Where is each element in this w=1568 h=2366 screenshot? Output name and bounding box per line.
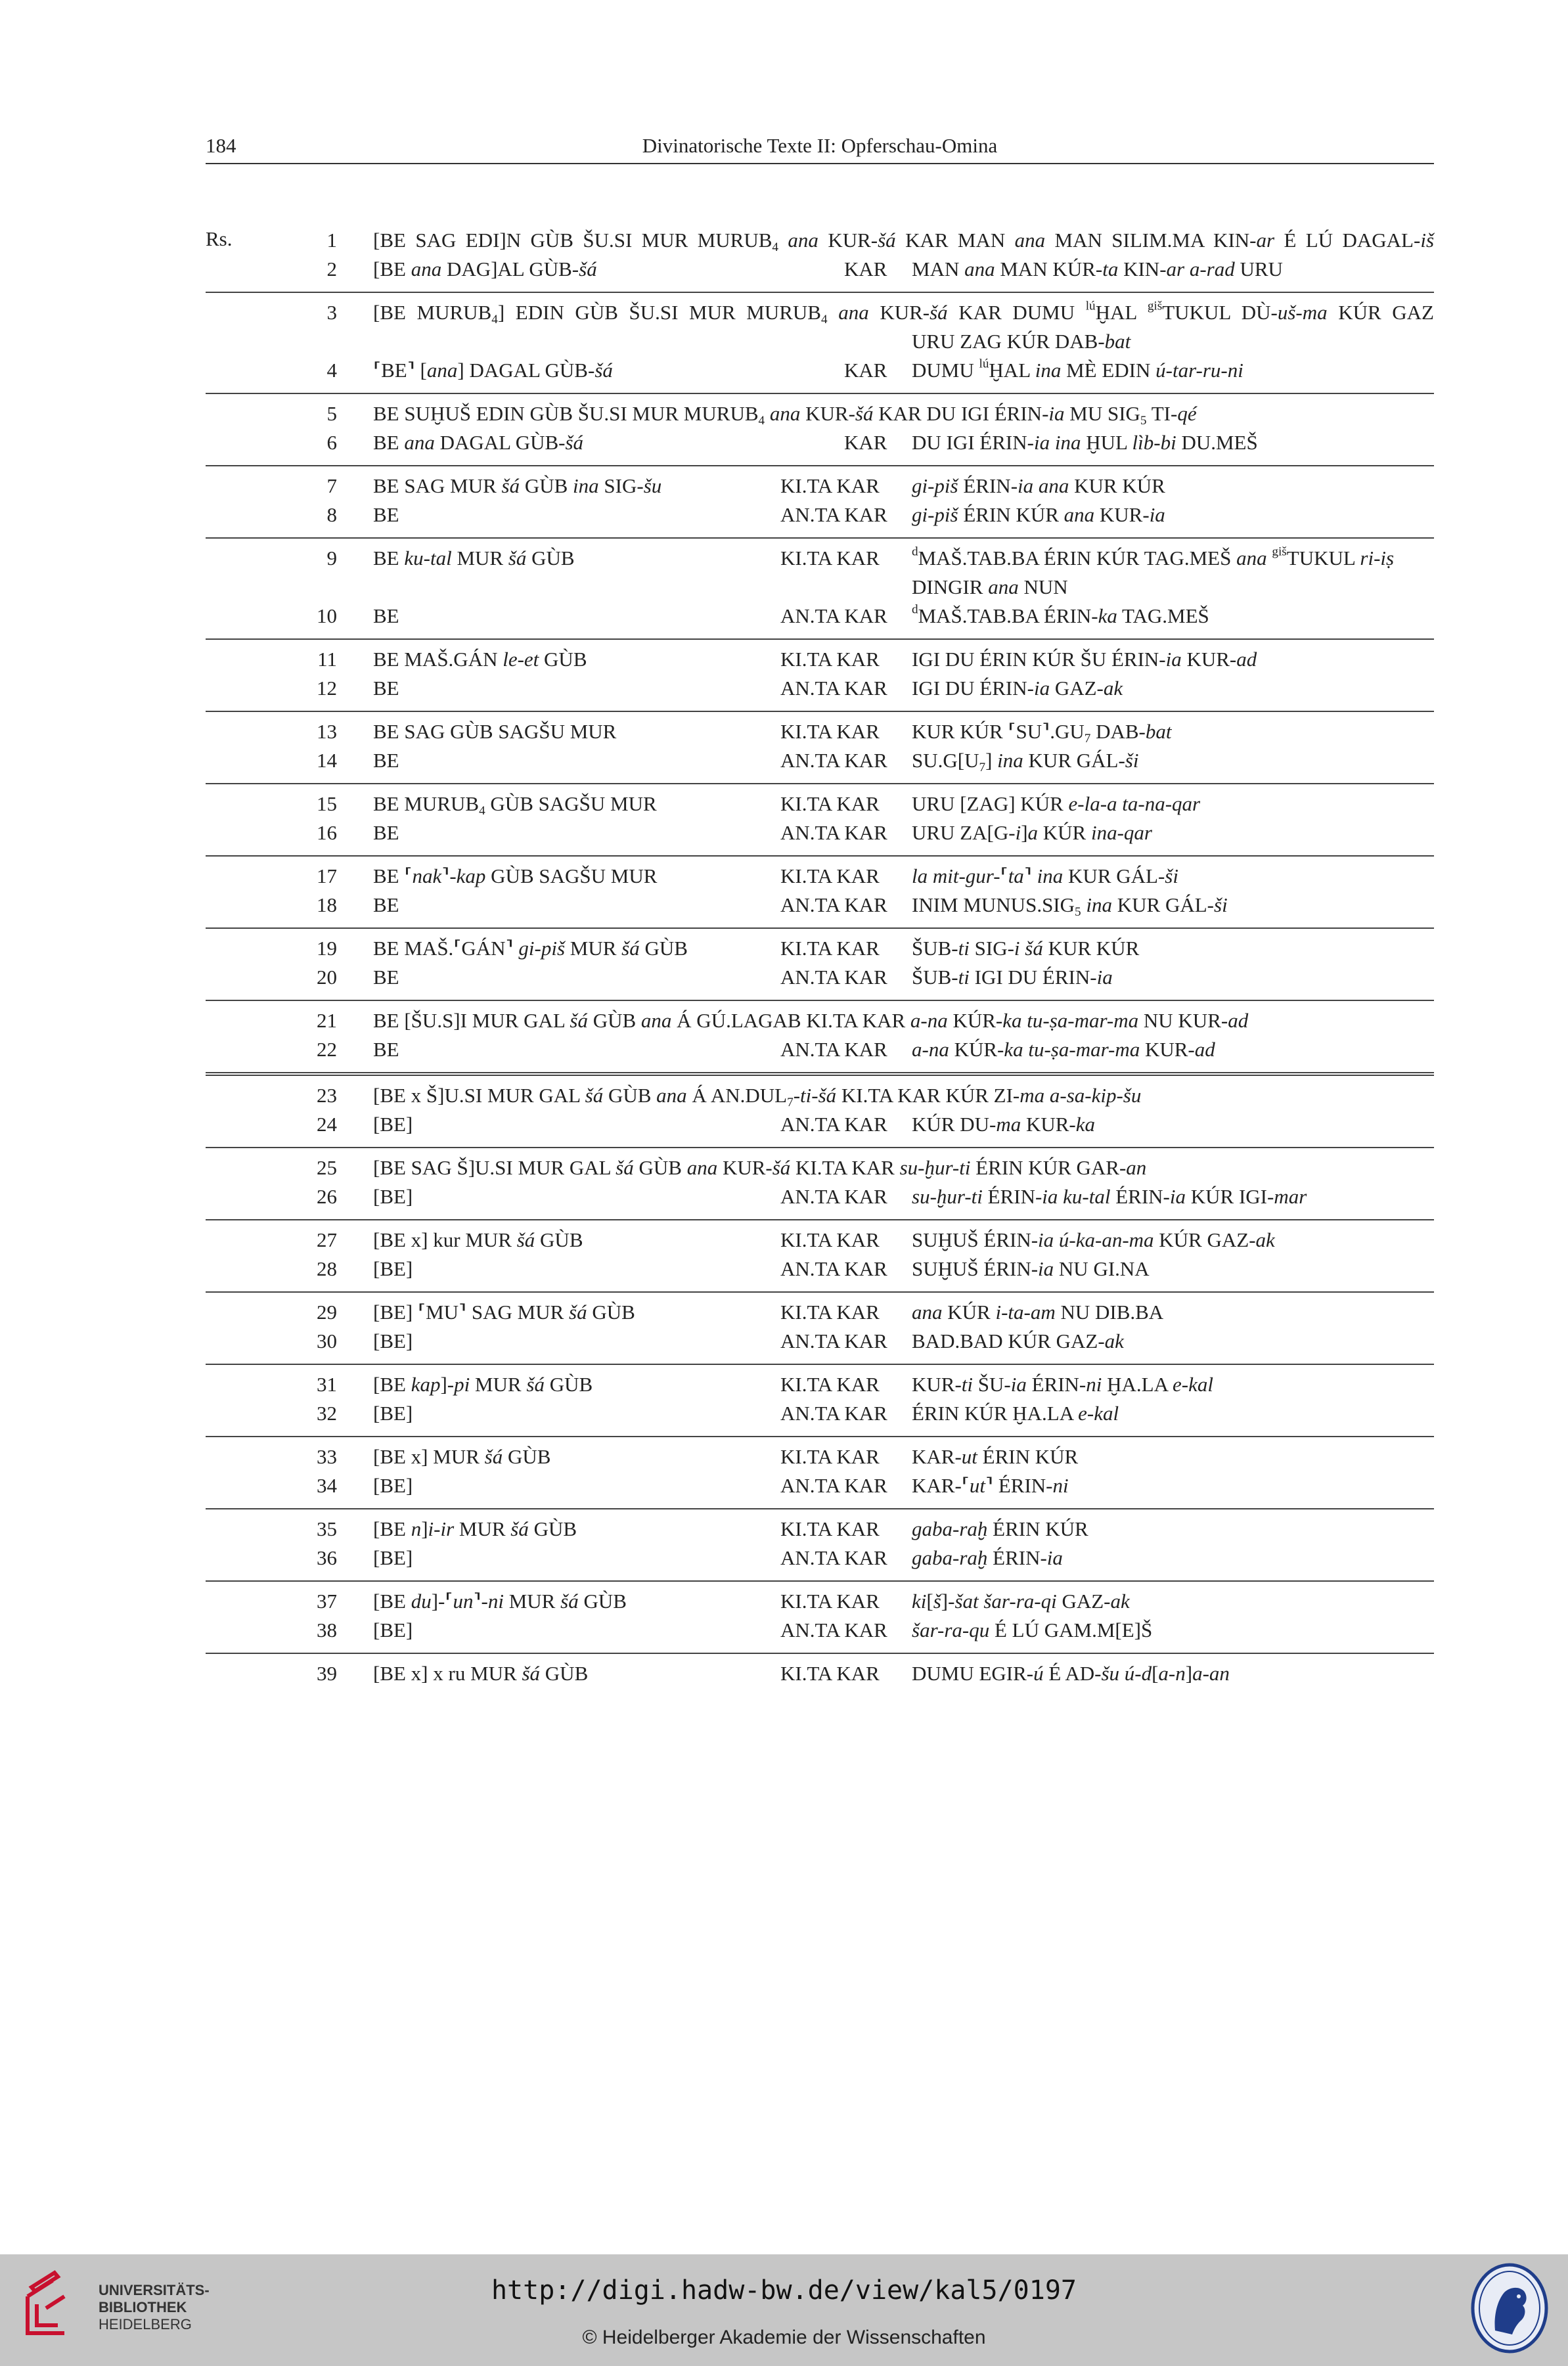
library-name-line: UNIVERSITÄTS- — [99, 2282, 210, 2298]
condition: KI.TA KAR — [780, 1373, 880, 1396]
protasis: BE ⸢nak⸣-kap GÙB SAGŠU MUR — [373, 864, 658, 887]
protasis: [BE] ⸢MU⸣ SAG MUR šá GÙB — [373, 1301, 635, 1324]
line-number: 30 — [317, 1329, 337, 1352]
omen-section — [206, 1001, 1434, 1076]
apodosis: DUMU EGIR-ú É AD-šu ú-d[a-n]a-an — [912, 1662, 1230, 1685]
line-text: [BE x Š]U.SI MUR GAL šá GÙB ana Á $AN.DUL_7-ti-šá$ KI.TA KAR KÚR ZI-ma a-sa-kip-šu — [373, 1084, 1142, 1109]
protasis: [BE n]i-ir MUR šá GÙB — [373, 1517, 577, 1540]
protasis: [BE kap]-pi MUR šá GÙB — [373, 1373, 593, 1396]
protasis: BE ana DAGAL GÙB-šá — [373, 431, 584, 454]
condition: KI.TA KAR — [780, 547, 880, 569]
line-number: 10 — [317, 604, 337, 627]
omen-section — [206, 1148, 1434, 1220]
protasis: BE — [373, 604, 399, 627]
text-line — [206, 934, 1434, 963]
condition: AN.TA KAR — [780, 1474, 887, 1497]
apodosis: IGI DU ÉRIN KÚR ŠU ÉRIN-ia KUR-ad — [912, 648, 1257, 671]
line-number: 25 — [317, 1156, 337, 1179]
protasis: BE — [373, 677, 399, 700]
line-number: 6 — [326, 431, 337, 454]
protasis: [BE] — [373, 1474, 413, 1497]
library-name-line: BIBLIOTHEK — [99, 2299, 187, 2315]
condition: KI.TA KAR — [780, 1445, 880, 1468]
omen-section — [206, 1076, 1434, 1148]
text-line — [206, 501, 1434, 529]
protasis: [BE] — [373, 1257, 413, 1280]
omen-section — [206, 1509, 1434, 1582]
omen-section — [206, 1365, 1434, 1437]
text-line — [206, 544, 1434, 573]
omen-section — [206, 1220, 1434, 1293]
line-number: 3 — [326, 301, 337, 324]
apodosis: gi-piš ÉRIN-ia ana KUR KÚR — [912, 474, 1165, 497]
condition: KAR — [844, 257, 887, 280]
line-number: 11 — [317, 648, 337, 671]
omen-section — [206, 640, 1434, 712]
line-number: 32 — [317, 1402, 337, 1425]
apodosis: KAR-⸢ut⸣ ÉRIN-ni — [912, 1474, 1069, 1497]
condition: KI.TA KAR — [780, 648, 880, 671]
footer-bar — [0, 2254, 1568, 2366]
protasis: [BE x] MUR šá GÙB — [373, 1445, 551, 1468]
omen-section — [206, 1437, 1434, 1509]
page-number: 184 — [206, 134, 236, 157]
apodosis: ki[š]-šat šar-ra-qi GAZ-ak — [912, 1590, 1130, 1613]
apodosis: DINGIR ana NUN — [912, 575, 1068, 598]
omen-section — [206, 1654, 1434, 1696]
condition: KI.TA KAR — [780, 1301, 880, 1324]
condition: KI.TA KAR — [780, 864, 880, 887]
protasis: [BE x] kur MUR šá GÙB — [373, 1228, 583, 1251]
line-number: 19 — [317, 937, 337, 960]
line-number: 12 — [317, 677, 337, 700]
line-number: 8 — [326, 503, 337, 526]
text-line — [206, 226, 1434, 255]
omen-section — [206, 466, 1434, 539]
protasis: BE MAŠ.GÁN le-et GÙB — [373, 648, 587, 671]
line-number: 14 — [317, 749, 337, 772]
omen-section — [206, 394, 1434, 466]
text-line — [206, 790, 1434, 818]
text-line — [206, 1110, 1434, 1139]
omen-section — [206, 293, 1434, 394]
text-line — [206, 1616, 1434, 1645]
line-number: 29 — [317, 1301, 337, 1324]
protasis: BE — [373, 893, 399, 916]
line-number: 39 — [317, 1662, 337, 1685]
apodosis: su-ḫur-ti ÉRIN-ia ku-tal ÉRIN-ia KÚR IGI-mar — [912, 1185, 1307, 1208]
omen-section — [206, 221, 1434, 293]
line-number: 13 — [317, 720, 337, 743]
condition: AN.TA KAR — [780, 503, 887, 526]
apodosis: URU [ZAG] KÚR e-la-a ta-na-qar — [912, 792, 1201, 815]
protasis: BE SAG MUR šá GÙB ina SIG-šu — [373, 474, 662, 497]
condition: AN.TA KAR — [780, 604, 887, 627]
apodosis: SUḪUŠ ÉRIN-ia ú-ka-an-ma KÚR GAZ-ak — [912, 1228, 1275, 1251]
apodosis: a-na KÚR-ka tu-ṣa-mar-ma KUR-ad — [912, 1038, 1215, 1061]
line-number: 20 — [317, 966, 337, 989]
condition: AN.TA KAR — [780, 966, 887, 989]
line-number: 28 — [317, 1257, 337, 1280]
omen-section — [206, 539, 1434, 640]
apodosis: SUḪUŠ ÉRIN-ia NU GI.NA — [912, 1257, 1150, 1280]
text-line — [206, 298, 1434, 327]
running-title: Divinatorische Texte II: Opferschau-Omina — [642, 134, 998, 157]
text-line — [206, 645, 1434, 674]
condition: AN.TA KAR — [780, 1185, 887, 1208]
text-line — [206, 717, 1434, 746]
apodosis: gaba-raḫ ÉRIN KÚR — [912, 1517, 1088, 1540]
line-number: 18 — [317, 893, 337, 916]
line-number: 2 — [326, 257, 337, 280]
apodosis: $^d$MAŠ.TAB.BA ÉRIN KÚR TAG.MEŠ ana $^{giš}$TUKUL ri-iṣ — [912, 545, 1395, 569]
condition: AN.TA KAR — [780, 1329, 887, 1352]
text-line — [206, 399, 1434, 428]
line-text: BE [ŠU.S]I MUR GAL šá GÙB ana Á GÚ.LAGAB KI.TA KAR a-na KÚR-ka tu-ṣa-mar-ma NU KUR-ad — [373, 1009, 1249, 1032]
condition: KAR — [844, 359, 887, 382]
text-line-continuation — [206, 573, 1434, 602]
apodosis: KUR KÚR $⸢SU⸣.GU_7$ DAB-bat — [912, 720, 1172, 746]
line-number: 23 — [317, 1084, 337, 1107]
academy-seal-icon — [1470, 2262, 1549, 2354]
protasis: BE — [373, 749, 399, 772]
omen-section — [206, 857, 1434, 929]
condition: KAR — [844, 431, 887, 454]
text-line — [206, 1515, 1434, 1544]
line-text: [BE $MURUB_4$] EDIN GÙB ŠU.SI MUR $MURUB_4$ ana KUR-šá KAR DUMU $^{lú}$ḪAL $^{giš}$TUKUL DÙ-uš-ma KÚR GAZ — [373, 299, 1434, 326]
text-line — [206, 1298, 1434, 1327]
line-number: 24 — [317, 1113, 337, 1136]
text-line — [206, 1153, 1434, 1182]
text-line — [206, 428, 1434, 457]
text-line — [206, 255, 1434, 284]
apodosis: MAN ana MAN KÚR-ta KIN-ar a-rad URU — [912, 257, 1283, 280]
apodosis: šar-ra-qu É LÚ GAM.M[E]Š — [912, 1618, 1153, 1641]
text-line — [206, 862, 1434, 891]
condition: KI.TA KAR — [780, 474, 880, 497]
line-number: 37 — [317, 1590, 337, 1613]
text-line — [206, 818, 1434, 847]
line-number: 26 — [317, 1185, 337, 1208]
apodosis: KÚR DU-ma KUR-ka — [912, 1113, 1095, 1136]
text-line — [206, 746, 1434, 775]
apodosis: la mit-gur-⸢ta⸣ ina KUR GÁL-ši — [912, 864, 1178, 887]
apodosis: gaba-raḫ ÉRIN-ia — [912, 1546, 1063, 1569]
line-number: 5 — [326, 402, 337, 425]
protasis: [BE ana DAG]AL GÙB-šá — [373, 257, 597, 280]
protasis: BE $MURUB_4$ GÙB SAGŠU MUR — [373, 792, 657, 818]
protasis: [BE] — [373, 1113, 413, 1136]
permalink-url[interactable]: http://digi.hadw-bw.de/view/kal5/0197 — [491, 2275, 1077, 2306]
condition: AN.TA KAR — [780, 821, 887, 844]
line-number: 7 — [326, 474, 337, 497]
text-line — [206, 1006, 1434, 1035]
apodosis: URU ZA[G-i]a KÚR ina-qar — [912, 821, 1152, 844]
text-line — [206, 1471, 1434, 1500]
line-number: 4 — [326, 359, 337, 382]
protasis: [BE] — [373, 1402, 413, 1425]
text-line — [206, 1035, 1434, 1064]
condition: KI.TA KAR — [780, 1228, 880, 1251]
condition: KI.TA KAR — [780, 1590, 880, 1613]
text-line — [206, 1587, 1434, 1616]
text-line — [206, 1081, 1434, 1110]
text-line — [206, 674, 1434, 703]
protasis: BE — [373, 821, 399, 844]
apodosis: IGI DU ÉRIN-ia GAZ-ak — [912, 677, 1123, 700]
condition: KI.TA KAR — [780, 1517, 880, 1540]
line-text: [BE SAG EDI]N GÙB ŠU.SI MUR $MURUB_4$ ana KUR-šá KAR MAN ana MAN SILIM.MA KIN-ar É LÚ DAGAL-iš — [373, 229, 1435, 254]
condition: AN.TA KAR — [780, 1257, 887, 1280]
protasis: [BE x] x ru MUR šá GÙB — [373, 1662, 589, 1685]
protasis: BE ku-tal MUR šá GÙB — [373, 547, 575, 569]
line-number: 22 — [317, 1038, 337, 1061]
line-text: [BE SAG Š]U.SI MUR GAL šá GÙB ana KUR-šá KI.TA KAR su-ḫur-ti ÉRIN KÚR GAR-an — [373, 1156, 1147, 1179]
condition: AN.TA KAR — [780, 677, 887, 700]
condition: KI.TA KAR — [780, 937, 880, 960]
text-line — [206, 963, 1434, 992]
line-number: 31 — [317, 1373, 337, 1396]
text-line — [206, 472, 1434, 501]
line-number: 34 — [317, 1474, 337, 1497]
copyright-notice: © Heidelberger Akademie der Wissenschaften — [582, 2327, 986, 2348]
omen-section — [206, 929, 1434, 1001]
apodosis: INIM $MUNUS.SIG_5$ ina KUR GÁL-ši — [912, 893, 1228, 919]
apodosis: ÉRIN KÚR ḪA.LA e-kal — [912, 1402, 1119, 1425]
protasis: BE MAŠ.⸢GÁN⸣ gi-piš MUR šá GÙB — [373, 937, 688, 960]
text-line — [206, 1370, 1434, 1399]
apodosis: URU ZAG KÚR DAB-bat — [912, 330, 1131, 353]
apodosis: gi-piš ÉRIN KÚR ana KUR-ia — [912, 503, 1165, 526]
protasis: BE SAG GÙB SAGŠU MUR — [373, 720, 617, 743]
line-number: 17 — [317, 864, 337, 887]
line-number: 33 — [317, 1445, 337, 1468]
apodosis: KAR-ut ÉRIN KÚR — [912, 1445, 1079, 1468]
line-number: 27 — [317, 1228, 337, 1251]
library-name-line: HEIDELBERG — [99, 2316, 192, 2333]
condition: KI.TA KAR — [780, 1662, 880, 1685]
omen-section — [206, 1582, 1434, 1654]
text-line — [206, 1226, 1434, 1255]
apodosis: BAD.BAD KÚR GAZ-ak — [912, 1329, 1124, 1352]
protasis: [BE du]-⸢un⸣-ni MUR šá GÙB — [373, 1590, 627, 1613]
apodosis: ana KÚR i-ta-am NU DIB.BA — [912, 1301, 1164, 1324]
protasis: ⸢BE⸣ [ana] DAGAL GÙB-šá — [373, 359, 613, 382]
apodosis: KUR-ti ŠU-ia ÉRIN-ni ḪA.LA e-kal — [912, 1373, 1213, 1396]
transliteration-table — [206, 221, 1434, 1696]
omen-section — [206, 1293, 1434, 1365]
text-line — [206, 1399, 1434, 1428]
apodosis: ŠUB-ti IGI DU ÉRIN-ia — [912, 966, 1113, 989]
condition: AN.TA KAR — [780, 893, 887, 916]
condition: KI.TA KAR — [780, 720, 880, 743]
text-line — [206, 1327, 1434, 1356]
line-number: 36 — [317, 1546, 337, 1569]
text-line — [206, 1442, 1434, 1471]
protasis: BE — [373, 1038, 399, 1061]
omen-section — [206, 784, 1434, 857]
condition: AN.TA KAR — [780, 1038, 887, 1061]
text-line — [206, 891, 1434, 920]
protasis: [BE] — [373, 1618, 413, 1641]
text-line — [206, 1659, 1434, 1688]
line-number: 1 — [326, 229, 337, 252]
protasis: BE — [373, 503, 399, 526]
omen-section — [206, 712, 1434, 784]
condition: AN.TA KAR — [780, 749, 887, 772]
line-number: 35 — [317, 1517, 337, 1540]
protasis: [BE] — [373, 1185, 413, 1208]
line-number: 15 — [317, 792, 337, 815]
protasis: [BE] — [373, 1329, 413, 1352]
apodosis: $^d$MAŠ.TAB.BA ÉRIN-ka TAG.MEŠ — [912, 602, 1209, 627]
text-line — [206, 356, 1434, 385]
apodosis: DU IGI ÉRIN-ia ina ḪUL lìb-bi DU.MEŠ — [912, 431, 1258, 454]
apodosis: $SU.G[U_7]$ ina KUR GÁL-ši — [912, 749, 1139, 774]
condition: AN.TA KAR — [780, 1113, 887, 1136]
line-number: 21 — [317, 1009, 337, 1032]
protasis: BE — [373, 966, 399, 989]
apodosis: DUMU $^{lú}$ḪAL ina MÈ EDIN ú-tar-ru-ni — [912, 357, 1243, 382]
page-header — [206, 131, 1434, 164]
text-line-continuation — [206, 327, 1434, 356]
line-number: 16 — [317, 821, 337, 844]
condition: AN.TA KAR — [780, 1546, 887, 1569]
text-line — [206, 1182, 1434, 1211]
protasis: [BE] — [373, 1546, 413, 1569]
text-line — [206, 1544, 1434, 1573]
line-number: 9 — [326, 547, 337, 569]
apodosis: ŠUB-ti SIG-i šá KUR KÚR — [912, 937, 1140, 960]
condition: KI.TA KAR — [780, 792, 880, 815]
text-line — [206, 602, 1434, 631]
condition: AN.TA KAR — [780, 1618, 887, 1641]
condition: AN.TA KAR — [780, 1402, 887, 1425]
line-number: 38 — [317, 1618, 337, 1641]
text-line — [206, 1255, 1434, 1283]
line-text: BE SUḪUŠ EDIN GÙB ŠU.SI MUR $MURUB_4$ ana KUR-šá KAR DU IGI ÉRIN-ia MU $SIG_5$ TI-qé — [373, 402, 1197, 428]
side-label: Rs. — [206, 227, 233, 250]
